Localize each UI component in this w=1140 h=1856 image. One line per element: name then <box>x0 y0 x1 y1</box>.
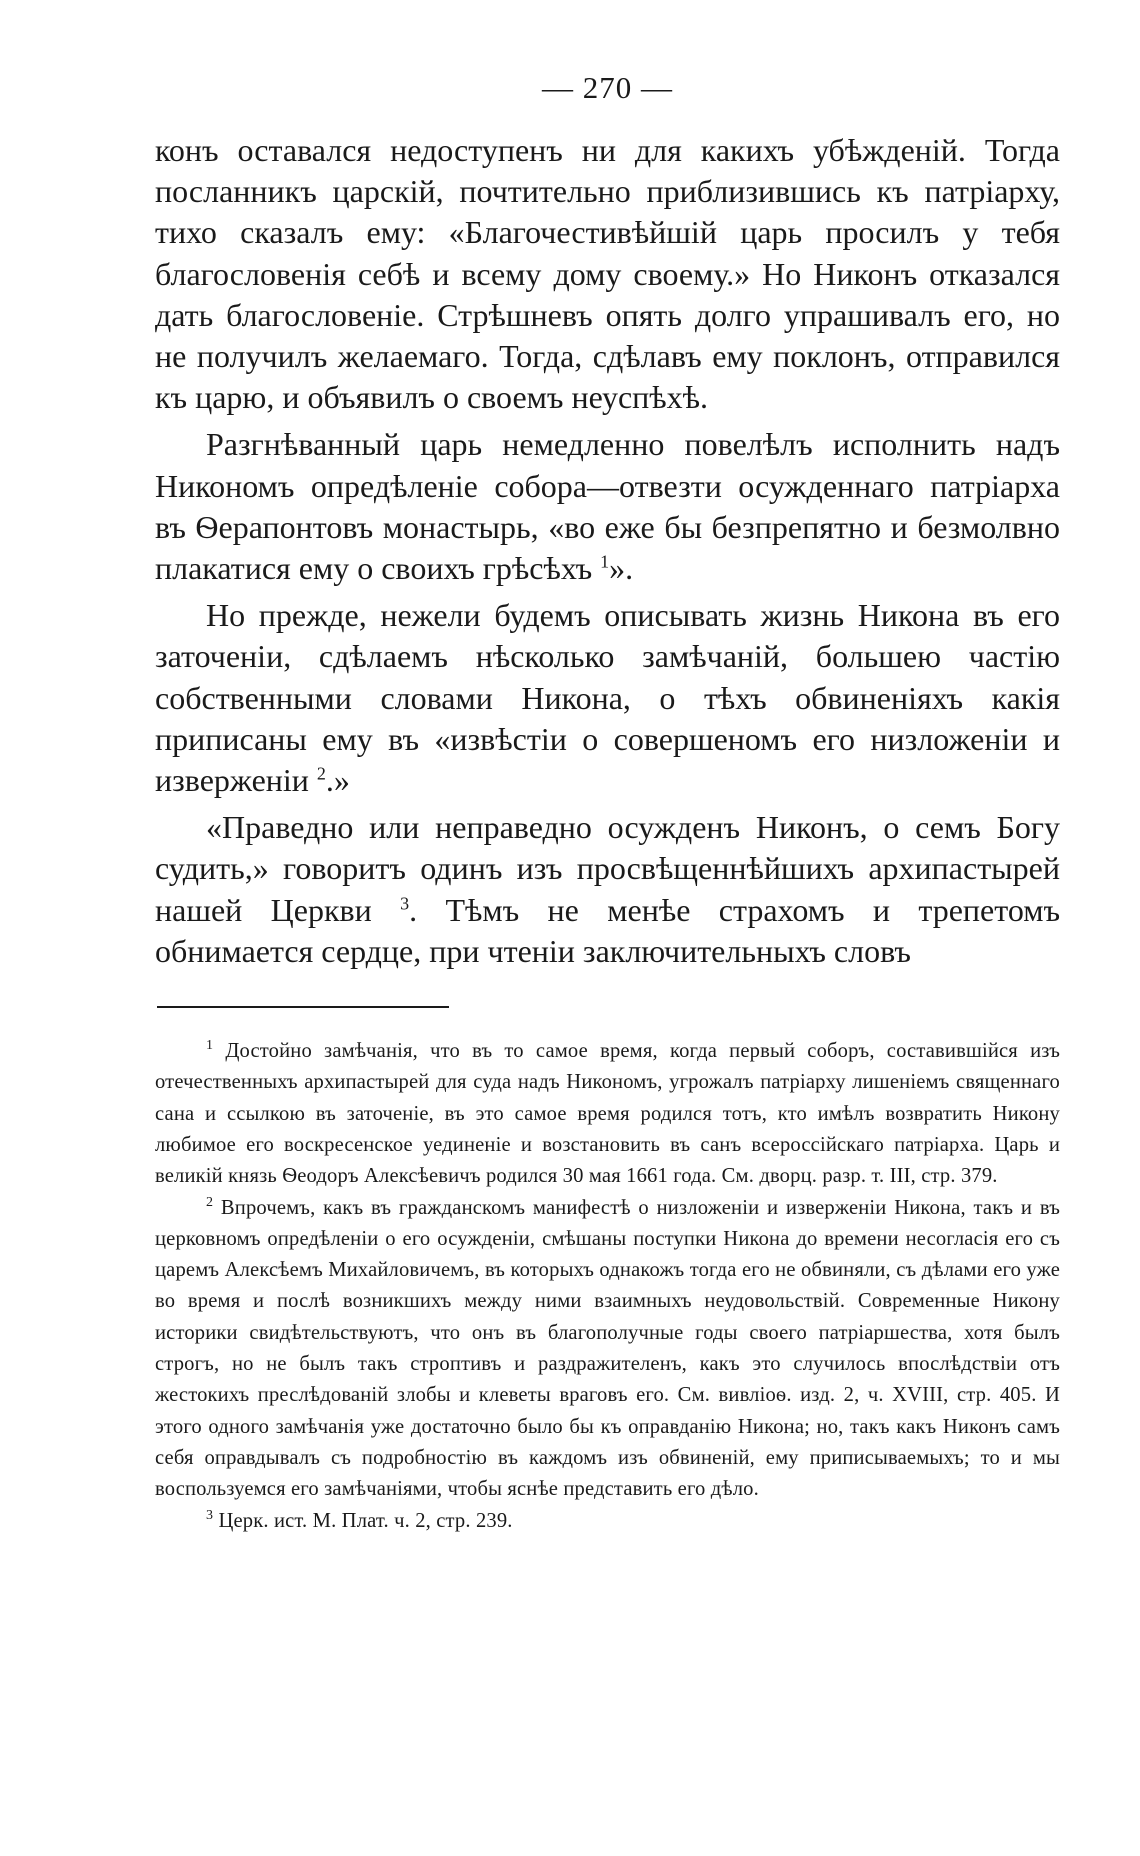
footnote-text: Церк. ист. М. Плат. ч. 2, стр. 239. <box>213 1509 513 1532</box>
paragraph-text-end: .» <box>325 762 350 799</box>
paragraph-4 <box>155 807 1060 972</box>
paragraph-text-end: ». <box>609 550 634 587</box>
paragraph-text: Но прежде, нежели будемъ описывать жизнь Никона въ его заточеніи, сдѣлаемъ нѣсколько замѣчаній, большею частію собственными словами Никона, о тѣхъ обвиненіяхъ какія приписаны ему въ «извѣстіи о совершеномъ его низложеніи и изверженіи <box>155 597 1060 799</box>
footnote-ref-3[interactable]: 3 <box>400 893 410 913</box>
footnote-3 <box>155 1506 1060 1537</box>
paragraph-text: «Праведно или неправедно осужденъ Никонъ, о семъ Богу судить,» говоритъ одинъ изъ просвѣщеннѣйшихъ архипастырей нашей Церкви <box>155 809 1060 928</box>
main-text <box>155 130 1060 972</box>
footnote-2 <box>155 1193 1060 1506</box>
footnote-mark: 1 <box>206 1038 214 1054</box>
footnote-ref-2[interactable]: 2 <box>316 763 326 784</box>
paragraph-1 <box>155 130 1060 418</box>
paragraph-text: конъ оставался недоступенъ ни для какихъ убѣжденій. Тогда посланникъ царскій, почтительно приблизившись къ патріарху, тихо сказалъ ему: «Благочестивѣйшій царь просилъ у тебя благословенія себѣ и всему дому своему.» Но Никонъ отказался дать благословеніе. Стрѣшневъ опять долго упрашивалъ его, но не получилъ желаемаго. Тогда, сдѣлавъ ему поклонъ, отправился къ царю, и объявилъ о своемъ неуспѣхѣ. <box>155 132 1060 416</box>
footnote-divider <box>157 1006 449 1008</box>
page-number: — 270 — <box>542 70 673 105</box>
footnote-text: Впрочемъ, какъ въ гражданскомъ манифестѣ о низложеніи и изверженіи Никона, такъ и въ церковномъ опредѣленіи о его осужденіи, смѣшаны поступки Никона до времени несогласія его съ царемъ Алексѣемъ Михайловичемъ, въ которыхъ однакожъ тогда его не обвиняли, съ дѣлами его уже во время и послѣ возникшихъ между ними взаимныхъ неудовольствій. Современные Никону историки свидѣтельствуютъ, что онъ въ благополучные годы своего патріаршества, хотя былъ строгъ, но не былъ такъ строптивъ и раздражителенъ, какъ это случилось впослѣдствіи отъ жестокихъ преслѣдованій злобы и клеветы враговъ его. См. вивліоѳ. изд. 2, ч. XVIII, стр. 405. И этого одного замѣчанія уже достаточно было бы къ оправданію Никона; но, такъ какъ Никонъ самъ себя оправдывалъ съ подробностію въ каждомъ изъ обвиненій, ему приписываемыхъ; то и мы воспользуемся его замѣчаніями, чтобы яснѣе представить его дѣло. <box>155 1196 1060 1501</box>
paragraph-2 <box>155 424 1060 589</box>
footnote-1 <box>155 1036 1060 1192</box>
footnote-ref-1[interactable]: 1 <box>600 551 610 572</box>
paragraph-3 <box>155 595 1060 801</box>
footnote-mark: 2 <box>206 1194 214 1210</box>
footnotes <box>155 1036 1060 1537</box>
paragraph-text: Разгнѣванный царь немедленно повелѣлъ исполнить надъ Никономъ опредѣленіе собора—отвезти осужденнаго патріарха въ Ѳерапонтовъ монастырь, «во еже бы безпрепятно и безмолвно плакатися ему о своихъ грѣсѣхъ <box>155 426 1060 587</box>
book-page <box>155 70 1060 1537</box>
paragraph-text-end: . Тѣмъ не менѣе страхомъ и трепетомъ обнимается сердце, при чтеніи заключительныхъ словъ <box>155 891 1060 969</box>
footnote-text: Достойно замѣчанія, что въ то самое время, когда первый соборъ, составившійся изъ отечественныхъ архипастырей для суда надъ Никономъ, угрожалъ патріарху лишеніемъ священнаго сана и ссылкою въ заточеніе, въ это самое время родился тотъ, кто имѣлъ возвратить Никону любимое его воскресенское уединеніе и возстановить въ санъ всероссійскаго патріарха. Царь и великій князь Ѳеодоръ Алексѣевичъ родился 30 мая 1661 года. См. дворц. разр. т. III, стр. 379. <box>155 1040 1060 1188</box>
footnote-mark: 3 <box>206 1507 214 1523</box>
